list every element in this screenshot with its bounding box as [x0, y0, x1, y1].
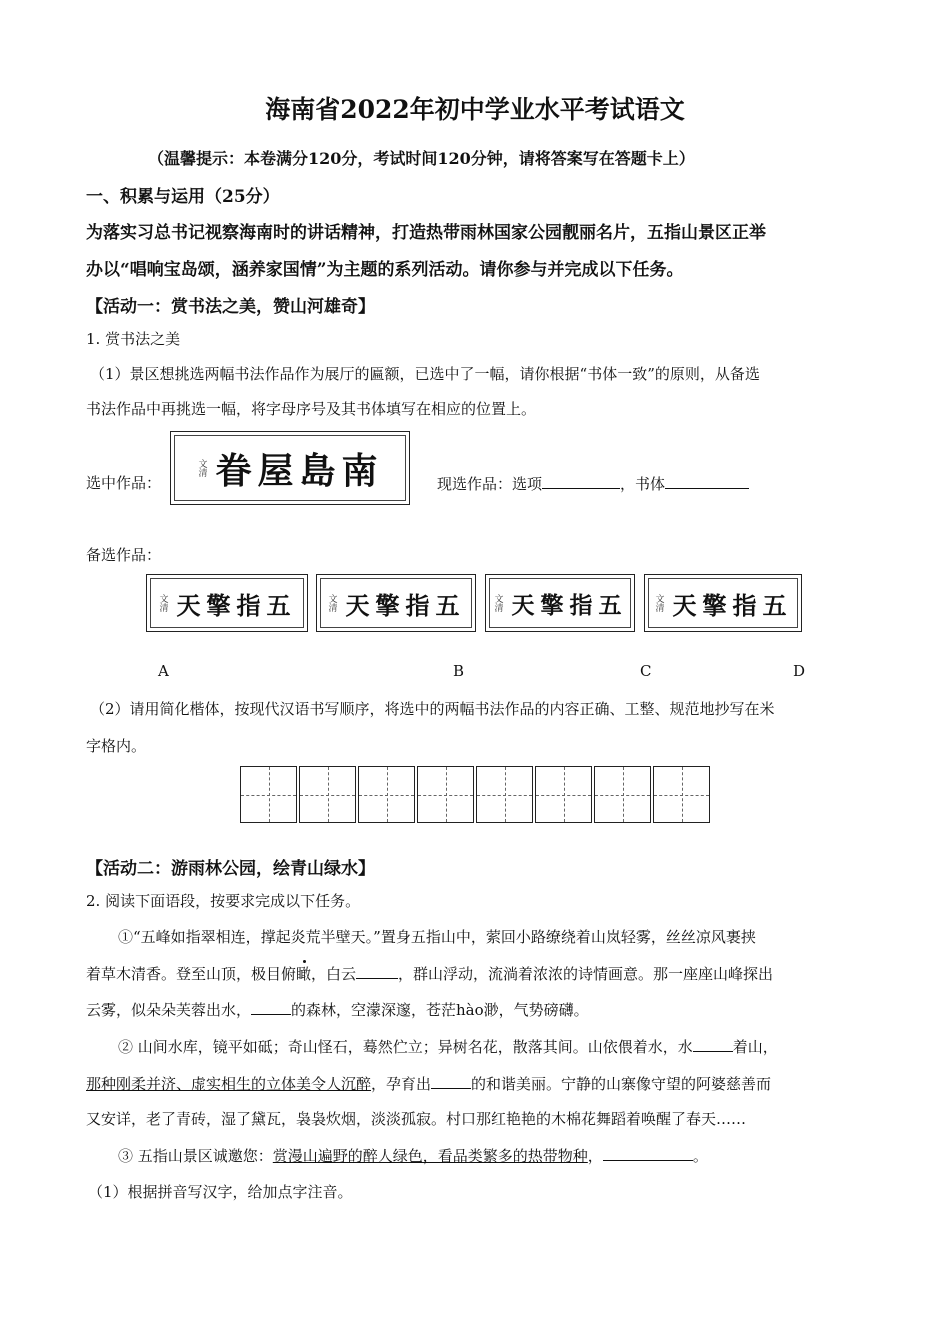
- question-2-1: （1）根据拼音写汉字，给加点字注音。: [88, 1183, 353, 1201]
- calligraphy-text: 天擎指五: [176, 591, 297, 620]
- page-title: 海南省2022年初中学业水平考试语文: [265, 95, 685, 124]
- grid-cell[interactable]: [240, 766, 297, 823]
- intro-line-2: 办以“唱响宝岛颂，涵养家国情”为主题的系列活动。请你参与并完成以下任务。: [86, 260, 684, 280]
- calligraphy-text: 天擎指五: [345, 591, 466, 620]
- calligraphy-seal: 文清: [196, 459, 207, 477]
- candidate-b-calligraphy: [316, 574, 476, 632]
- grid-cell[interactable]: [653, 766, 710, 823]
- selected-calligraphy: [170, 431, 410, 505]
- paragraph-3: [118, 1144, 708, 1166]
- text-span: 云雾，似朵朵芙蓉出水，: [86, 1001, 252, 1019]
- mi-character-grid: [240, 766, 712, 823]
- fill-blank[interactable]: [693, 1035, 733, 1052]
- text-span: 着山，: [732, 1038, 778, 1056]
- question-1: 1. 赏书法之美: [86, 330, 181, 348]
- text-span: ③ 五指山景区诚邀您：: [118, 1147, 273, 1165]
- text-span: ，孕育出: [371, 1075, 432, 1093]
- question-1-1-line-2: 书法作品中再挑选一幅，将字母序号及其书体填写在相应的位置上。: [86, 400, 537, 418]
- underlined-sentence: 赏漫山遍野的醉人绿色，看品类繁多的热带物种: [272, 1147, 588, 1165]
- question-1-1-line-1: （1）景区想挑选两幅书法作品作为展厅的匾额，已选中了一幅，请你根据“书体一致”的原则，从备选: [90, 365, 760, 383]
- calligraphy-text: 天擎指五: [672, 591, 793, 620]
- text-span: ，: [587, 1147, 603, 1165]
- current-option-label: 现选作品：选项: [437, 475, 543, 493]
- text-span: 。: [692, 1147, 708, 1165]
- calligraphy-seal: 文清: [326, 594, 337, 612]
- option-letter-a: A: [158, 662, 169, 680]
- paragraph-2-line-2: [86, 1072, 771, 1094]
- grid-cell[interactable]: [535, 766, 592, 823]
- dotted-character: 瞰: [296, 965, 312, 983]
- grid-cell[interactable]: [299, 766, 356, 823]
- text-span: 的森林，空濛深邃，苍茫hào渺，气势磅礴。: [291, 1001, 589, 1019]
- calligraphy-seal: 文清: [492, 594, 503, 612]
- question-1-2-line-1: （2）请用简化楷体，按现代汉语书写顺序，将选中的两幅书法作品的内容正确、工整、规范地抄写在米: [90, 700, 775, 718]
- text-span: 着草木清香。登至山顶，极目俯: [86, 965, 297, 983]
- paragraph-2-line-1: [118, 1035, 778, 1057]
- grid-cell[interactable]: [594, 766, 651, 823]
- paragraph-1-line-2: [86, 962, 773, 984]
- section-heading: 一、积累与运用（25分）: [86, 187, 280, 207]
- underlined-sentence: 那种刚柔并济、虚实相生的立体美令人沉醉: [86, 1075, 372, 1093]
- candidate-works-label: 备选作品：: [86, 546, 162, 564]
- fill-blank[interactable]: [356, 962, 398, 979]
- intro-line-1: 为落实习总书记视察海南时的讲话精神，打造热带雨林国家公园靓丽名片，五指山景区正举: [86, 223, 766, 243]
- current-work-answer: [437, 472, 749, 494]
- option-letter-b: B: [453, 662, 465, 680]
- style-blank[interactable]: [665, 472, 749, 489]
- calligraphy-text: 眷屋島南: [215, 450, 384, 492]
- paragraph-2-line-3: 又安详，老了青砖，湿了黛瓦，袅袅炊烟，淡淡孤寂。村口那红艳艳的木棉花舞蹈着唤醒了春天……: [86, 1110, 747, 1128]
- option-blank[interactable]: [542, 472, 620, 489]
- calligraphy-seal: 文清: [157, 594, 168, 612]
- text-span: 的和谐美丽。宁静的山寨像守望的阿婆慈善而: [471, 1075, 772, 1093]
- grid-cell[interactable]: [476, 766, 533, 823]
- selected-work-label: 选中作品：: [86, 474, 162, 492]
- question-2: 2. 阅读下面语段，按要求完成以下任务。: [86, 892, 361, 910]
- activity-2-heading: 【活动二：游雨林公园，绘青山绿水】: [86, 859, 375, 879]
- exam-notice: （温馨提示：本卷满分120分，考试时间120分钟，请将答案写在答题卡上）: [148, 149, 695, 168]
- text-span: ，白云: [311, 965, 357, 983]
- candidate-a-calligraphy: [146, 574, 308, 632]
- paragraph-1-line-3: [86, 998, 589, 1020]
- text-span: ② 山间水库，镜平如砥；奇山怪石，蓦然伫立；异树名花，散落其间。山依偎着水，水: [118, 1038, 693, 1056]
- fill-blank[interactable]: [251, 998, 291, 1015]
- fill-blank[interactable]: [603, 1144, 693, 1161]
- grid-cell[interactable]: [358, 766, 415, 823]
- calligraphy-text: 天擎指五: [511, 592, 628, 619]
- candidate-c-calligraphy: [485, 574, 635, 632]
- question-1-2-line-2: 字格内。: [86, 737, 147, 755]
- calligraphy-seal: 文清: [653, 594, 664, 612]
- candidate-d-calligraphy: [644, 574, 802, 632]
- fill-blank[interactable]: [431, 1072, 471, 1089]
- current-style-label: ，书体: [620, 475, 666, 493]
- paragraph-1-line-1: ①“五峰如指翠相连，撑起炎荒半壁天。”置身五指山中，萦回小路缭绕着山岚轻雾，丝丝凉风裹挟: [118, 928, 756, 946]
- grid-cell[interactable]: [417, 766, 474, 823]
- option-letter-d: D: [793, 662, 806, 680]
- activity-1-heading: 【活动一：赏书法之美，赞山河雄奇】: [86, 297, 375, 317]
- option-letter-c: C: [640, 662, 652, 680]
- text-span: ，群山浮动，流淌着浓浓的诗情画意。那一座座山峰探出: [398, 965, 774, 983]
